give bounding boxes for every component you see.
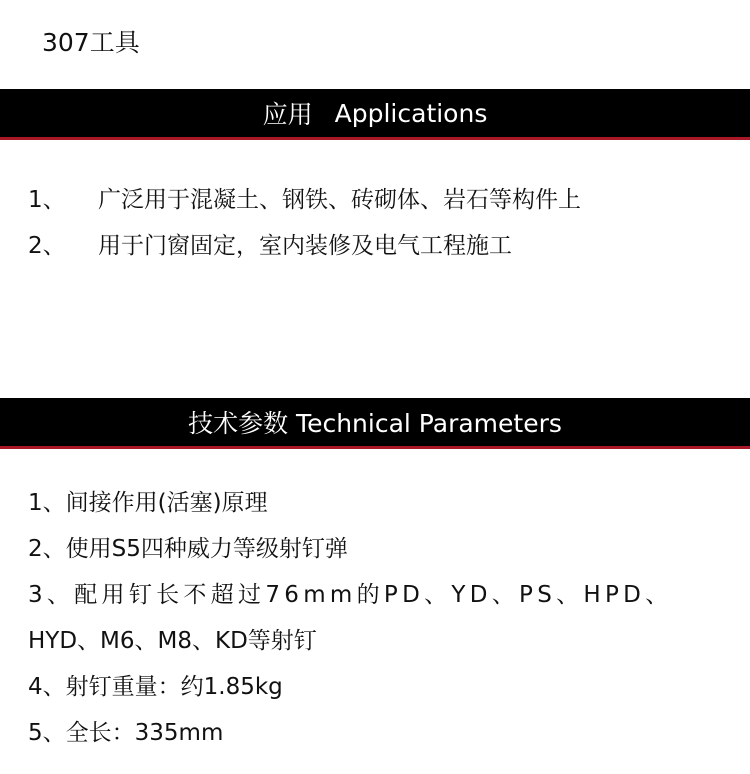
item-number: 2、	[28, 233, 66, 259]
parameter-line: 5、全长：335mm	[28, 720, 224, 746]
parameter-line: 2、使用S5四种威力等级射钉弹	[28, 536, 348, 562]
list-item	[28, 180, 581, 226]
product-title: 307工具	[42, 28, 140, 57]
parameter-line: 3、配用钉长不超过76mm的PD、YD、PS、HPD、	[28, 582, 673, 608]
technical-parameters-header	[0, 398, 750, 449]
applications-heading-en: Applications	[334, 98, 488, 128]
list-item	[28, 226, 581, 272]
applications-header	[0, 89, 750, 140]
item-text: 用于门窗固定，室内装修及电气工程施工	[98, 233, 512, 259]
item-number: 1、	[28, 187, 66, 213]
technical-parameters-list	[28, 480, 673, 756]
applications-list	[28, 180, 581, 272]
technical-parameters-heading: 技术参数 Technical Parameters	[188, 409, 562, 438]
applications-heading-cn: 应用	[262, 100, 313, 129]
item-text: 广泛用于混凝土、钢铁、砖砌体、岩石等构件上	[98, 187, 581, 213]
parameter-line: 4、射钉重量：约1.85kg	[28, 674, 283, 700]
parameter-line: 1、间接作用(活塞)原理	[28, 490, 268, 516]
parameter-line: HYD、M6、M8、KD等射钉	[28, 628, 317, 654]
